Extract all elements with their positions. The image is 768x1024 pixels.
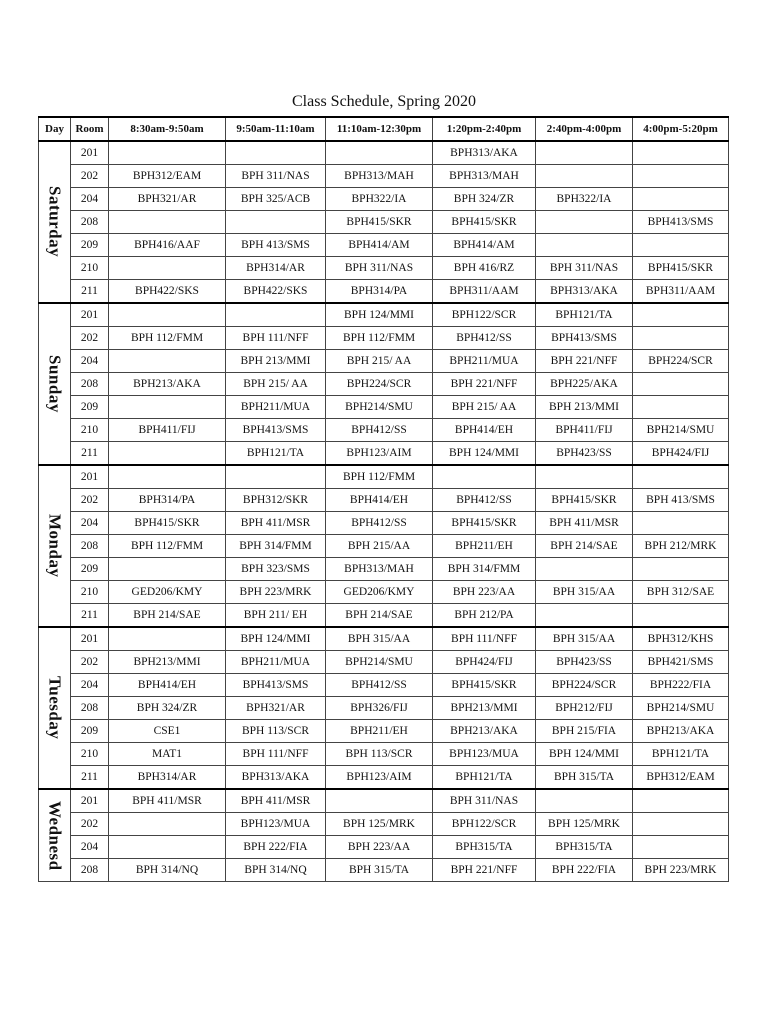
- schedule-row: [39, 373, 729, 396]
- schedule-row: [39, 257, 729, 280]
- class-cell: [536, 604, 633, 628]
- schedule-row: [39, 442, 729, 466]
- schedule-row: [39, 651, 729, 674]
- day-name: Wednesd: [45, 800, 65, 871]
- room-cell: 211: [71, 604, 109, 628]
- room-cell: 202: [71, 165, 109, 188]
- class-cell: [109, 396, 226, 419]
- class-cell: BPH313/AKA: [226, 766, 326, 790]
- class-cell: [633, 558, 729, 581]
- class-cell: [226, 465, 326, 489]
- class-cell: BPH424/FIJ: [633, 442, 729, 466]
- class-cell: BPH422/SKS: [226, 280, 326, 304]
- class-cell: BPH 124/MMI: [226, 627, 326, 651]
- schedule-row: [39, 303, 729, 327]
- class-cell: BPH 113/SCR: [226, 720, 326, 743]
- class-cell: [109, 141, 226, 165]
- class-cell: BPH414/AM: [433, 234, 536, 257]
- class-cell: BPH411/FIJ: [109, 419, 226, 442]
- class-cell: MAT1: [109, 743, 226, 766]
- class-cell: BPH 314/FMM: [226, 535, 326, 558]
- room-cell: 202: [71, 651, 109, 674]
- room-cell: 202: [71, 489, 109, 512]
- class-cell: BPH313/MAH: [326, 165, 433, 188]
- class-cell: [109, 257, 226, 280]
- class-cell: BPH 213/MMI: [536, 396, 633, 419]
- class-cell: [433, 465, 536, 489]
- room-cell: 209: [71, 720, 109, 743]
- class-cell: BPH313/MAH: [433, 165, 536, 188]
- room-cell: 210: [71, 419, 109, 442]
- class-cell: BPH122/SCR: [433, 303, 536, 327]
- class-cell: BPH311/AAM: [433, 280, 536, 304]
- room-cell: 201: [71, 465, 109, 489]
- class-cell: BPH 221/NFF: [433, 859, 536, 882]
- class-cell: BPH 223/MRK: [633, 859, 729, 882]
- class-cell: [633, 188, 729, 211]
- room-cell: 201: [71, 141, 109, 165]
- class-cell: BPH416/AAF: [109, 234, 226, 257]
- class-cell: BPH 315/AA: [536, 581, 633, 604]
- class-cell: [633, 465, 729, 489]
- class-cell: BPH424/FIJ: [433, 651, 536, 674]
- room-cell: 208: [71, 697, 109, 720]
- class-cell: BPH214/SMU: [326, 396, 433, 419]
- class-cell: [536, 234, 633, 257]
- room-cell: 204: [71, 188, 109, 211]
- room-cell: 209: [71, 396, 109, 419]
- class-cell: BPH 221/NFF: [433, 373, 536, 396]
- room-cell: 202: [71, 327, 109, 350]
- class-cell: BPH222/FIA: [633, 674, 729, 697]
- room-cell: 211: [71, 766, 109, 790]
- class-cell: BPH413/SMS: [536, 327, 633, 350]
- class-cell: BPH 311/NAS: [226, 165, 326, 188]
- class-cell: BPH322/IA: [326, 188, 433, 211]
- class-cell: BPH412/SS: [326, 512, 433, 535]
- class-cell: BPH411/FIJ: [536, 419, 633, 442]
- column-header: 2:40pm-4:00pm: [536, 117, 633, 141]
- schedule-row: [39, 558, 729, 581]
- schedule-row: [39, 280, 729, 304]
- class-cell: [536, 211, 633, 234]
- room-cell: 211: [71, 442, 109, 466]
- class-cell: BPH 222/FIA: [536, 859, 633, 882]
- class-cell: BPH423/SS: [536, 651, 633, 674]
- schedule-row: [39, 789, 729, 813]
- class-cell: [326, 141, 433, 165]
- class-cell: [633, 604, 729, 628]
- class-cell: GED206/KMY: [326, 581, 433, 604]
- class-cell: BPH415/SKR: [633, 257, 729, 280]
- class-cell: BPH 215/ AA: [226, 373, 326, 396]
- class-cell: BPH212/FIJ: [536, 697, 633, 720]
- header-row: [39, 117, 729, 141]
- class-cell: BPH313/MAH: [326, 558, 433, 581]
- room-cell: 210: [71, 743, 109, 766]
- column-header: 9:50am-11:10am: [226, 117, 326, 141]
- class-cell: BPH 411/MSR: [109, 789, 226, 813]
- schedule-row: [39, 674, 729, 697]
- class-cell: BPH 215/FIA: [536, 720, 633, 743]
- class-cell: BPH414/EH: [433, 419, 536, 442]
- class-cell: BPH 215/AA: [326, 535, 433, 558]
- room-cell: 208: [71, 211, 109, 234]
- class-cell: BPH312/KHS: [633, 627, 729, 651]
- room-cell: 202: [71, 813, 109, 836]
- class-cell: BPH 211/ EH: [226, 604, 326, 628]
- class-cell: BPH214/SMU: [633, 419, 729, 442]
- column-header: Room: [71, 117, 109, 141]
- class-cell: [536, 141, 633, 165]
- class-cell: BPH224/SCR: [633, 350, 729, 373]
- class-cell: BPH 411/MSR: [226, 512, 326, 535]
- schedule-row: [39, 396, 729, 419]
- class-cell: [109, 836, 226, 859]
- class-cell: BPH 324/ZR: [109, 697, 226, 720]
- class-cell: BPH123/AIM: [326, 766, 433, 790]
- schedule-row: [39, 327, 729, 350]
- class-cell: [536, 558, 633, 581]
- class-cell: [226, 211, 326, 234]
- class-cell: BPH 314/NQ: [109, 859, 226, 882]
- class-cell: BPH122/SCR: [433, 813, 536, 836]
- class-cell: BPH314/PA: [109, 489, 226, 512]
- class-cell: BPH 124/MMI: [433, 442, 536, 466]
- class-cell: BPH 212/PA: [433, 604, 536, 628]
- class-cell: BPH 315/AA: [536, 627, 633, 651]
- day-label: [39, 465, 71, 627]
- class-cell: BPH 312/SAE: [633, 581, 729, 604]
- class-cell: BPH 111/NFF: [226, 743, 326, 766]
- class-cell: BPH 112/FMM: [326, 465, 433, 489]
- class-cell: BPH 325/ACB: [226, 188, 326, 211]
- class-cell: BPH213/AKA: [633, 720, 729, 743]
- room-cell: 208: [71, 535, 109, 558]
- class-cell: [633, 373, 729, 396]
- class-cell: [109, 442, 226, 466]
- class-cell: BPH412/SS: [326, 419, 433, 442]
- class-cell: BPH 315/AA: [326, 627, 433, 651]
- class-cell: BPH413/SMS: [226, 674, 326, 697]
- class-cell: BPH 112/FMM: [326, 327, 433, 350]
- class-cell: BPH 223/AA: [433, 581, 536, 604]
- class-cell: CSE1: [109, 720, 226, 743]
- class-cell: BPH123/AIM: [326, 442, 433, 466]
- day-label: [39, 303, 71, 465]
- class-cell: BPH 111/NFF: [433, 627, 536, 651]
- class-cell: BPH414/AM: [326, 234, 433, 257]
- class-cell: BPH 214/SAE: [326, 604, 433, 628]
- class-cell: BPH225/AKA: [536, 373, 633, 396]
- class-cell: [633, 836, 729, 859]
- schedule-row: [39, 512, 729, 535]
- class-cell: BPH 324/ZR: [433, 188, 536, 211]
- class-cell: BPH312/EAM: [109, 165, 226, 188]
- schedule-row: [39, 627, 729, 651]
- class-cell: BPH213/MMI: [109, 651, 226, 674]
- class-cell: BPH412/SS: [433, 327, 536, 350]
- day-name: Saturday: [45, 186, 65, 258]
- day-name: Monday: [45, 514, 65, 578]
- schedule-row: [39, 465, 729, 489]
- class-cell: [326, 789, 433, 813]
- schedule-row: [39, 419, 729, 442]
- class-cell: BPH 411/MSR: [536, 512, 633, 535]
- class-cell: BPH 223/AA: [326, 836, 433, 859]
- room-cell: 208: [71, 373, 109, 396]
- class-cell: BPH321/AR: [109, 188, 226, 211]
- class-cell: BPH 323/SMS: [226, 558, 326, 581]
- class-cell: BPH 413/SMS: [633, 489, 729, 512]
- class-cell: [633, 396, 729, 419]
- class-cell: BPH415/SKR: [433, 211, 536, 234]
- class-cell: [109, 813, 226, 836]
- class-cell: BPH 124/MMI: [536, 743, 633, 766]
- class-cell: [633, 165, 729, 188]
- class-cell: BPH213/AKA: [109, 373, 226, 396]
- room-cell: 204: [71, 350, 109, 373]
- class-cell: BPH123/MUA: [226, 813, 326, 836]
- class-cell: BPH314/AR: [226, 257, 326, 280]
- class-cell: BPH 413/SMS: [226, 234, 326, 257]
- class-cell: BPH 112/FMM: [109, 327, 226, 350]
- class-cell: [633, 234, 729, 257]
- class-cell: BPH421/SMS: [633, 651, 729, 674]
- schedule-row: [39, 141, 729, 165]
- class-cell: BPH 222/FIA: [226, 836, 326, 859]
- class-cell: [226, 141, 326, 165]
- class-cell: [109, 465, 226, 489]
- room-cell: 201: [71, 303, 109, 327]
- class-cell: BPH414/EH: [109, 674, 226, 697]
- schedule-row: [39, 766, 729, 790]
- class-cell: BPH121/TA: [226, 442, 326, 466]
- column-header: 11:10am-12:30pm: [326, 117, 433, 141]
- class-cell: BPH412/SS: [326, 674, 433, 697]
- day-label: [39, 141, 71, 303]
- schedule-table: [38, 116, 729, 882]
- class-cell: BPH413/SMS: [633, 211, 729, 234]
- room-cell: 201: [71, 627, 109, 651]
- class-cell: BPH 125/MRK: [326, 813, 433, 836]
- schedule-body: [39, 141, 729, 882]
- class-cell: BPH211/MUA: [226, 396, 326, 419]
- schedule-row: [39, 697, 729, 720]
- class-cell: BPH 214/SAE: [109, 604, 226, 628]
- class-cell: BPH 215/ AA: [326, 350, 433, 373]
- class-cell: BPH 113/SCR: [326, 743, 433, 766]
- class-cell: BPH412/SS: [433, 489, 536, 512]
- class-cell: BPH211/EH: [326, 720, 433, 743]
- room-cell: 204: [71, 512, 109, 535]
- class-cell: BPH214/SMU: [633, 697, 729, 720]
- schedule-row: [39, 489, 729, 512]
- class-cell: [633, 512, 729, 535]
- day-label: [39, 627, 71, 789]
- class-cell: [633, 141, 729, 165]
- class-cell: BPH 112/FMM: [109, 535, 226, 558]
- class-cell: BPH224/SCR: [536, 674, 633, 697]
- class-cell: BPH121/TA: [433, 766, 536, 790]
- room-cell: 201: [71, 789, 109, 813]
- class-cell: [633, 813, 729, 836]
- room-cell: 208: [71, 859, 109, 882]
- class-cell: [109, 211, 226, 234]
- room-cell: 204: [71, 674, 109, 697]
- class-cell: BPH315/TA: [536, 836, 633, 859]
- class-cell: BPH314/AR: [109, 766, 226, 790]
- class-cell: BPH211/MUA: [226, 651, 326, 674]
- class-cell: [109, 350, 226, 373]
- schedule-row: [39, 720, 729, 743]
- class-cell: BPH415/SKR: [433, 512, 536, 535]
- class-cell: [226, 303, 326, 327]
- schedule-row: [39, 211, 729, 234]
- class-cell: BPH415/SKR: [326, 211, 433, 234]
- class-cell: BPH 214/SAE: [536, 535, 633, 558]
- class-cell: BPH121/TA: [633, 743, 729, 766]
- room-cell: 210: [71, 581, 109, 604]
- column-header: Day: [39, 117, 71, 141]
- schedule-row: [39, 859, 729, 882]
- class-cell: BPH214/SMU: [326, 651, 433, 674]
- class-cell: [536, 789, 633, 813]
- class-cell: [536, 165, 633, 188]
- class-cell: BPH121/TA: [536, 303, 633, 327]
- class-cell: BPH414/EH: [326, 489, 433, 512]
- class-cell: BPH 314/NQ: [226, 859, 326, 882]
- schedule-row: [39, 581, 729, 604]
- page-title: Class Schedule, Spring 2020: [292, 93, 476, 110]
- column-header: 8:30am-9:50am: [109, 117, 226, 141]
- schedule-row: [39, 813, 729, 836]
- class-cell: BPH314/PA: [326, 280, 433, 304]
- class-cell: BPH415/SKR: [433, 674, 536, 697]
- class-cell: BPH 124/MMI: [326, 303, 433, 327]
- class-cell: BPH 212/MRK: [633, 535, 729, 558]
- class-cell: BPH 213/MMI: [226, 350, 326, 373]
- class-cell: [109, 558, 226, 581]
- room-cell: 210: [71, 257, 109, 280]
- class-cell: BPH 314/FMM: [433, 558, 536, 581]
- class-cell: BPH211/MUA: [433, 350, 536, 373]
- room-cell: 209: [71, 558, 109, 581]
- room-cell: 204: [71, 836, 109, 859]
- class-cell: [109, 303, 226, 327]
- class-cell: BPH311/AAM: [633, 280, 729, 304]
- class-cell: [633, 303, 729, 327]
- class-cell: BPH211/EH: [433, 535, 536, 558]
- schedule-row: [39, 836, 729, 859]
- class-cell: BPH322/IA: [536, 188, 633, 211]
- class-cell: BPH 315/TA: [326, 859, 433, 882]
- class-cell: BPH 311/NAS: [326, 257, 433, 280]
- schedule-row: [39, 350, 729, 373]
- class-cell: [633, 789, 729, 813]
- class-cell: BPH321/AR: [226, 697, 326, 720]
- class-cell: BPH 125/MRK: [536, 813, 633, 836]
- class-cell: BPH313/AKA: [536, 280, 633, 304]
- class-cell: [109, 627, 226, 651]
- class-cell: BPH224/SCR: [326, 373, 433, 396]
- class-cell: BPH313/AKA: [433, 141, 536, 165]
- class-cell: BPH423/SS: [536, 442, 633, 466]
- column-header: 1:20pm-2:40pm: [433, 117, 536, 141]
- day-name: Tuesday: [45, 676, 65, 740]
- room-cell: 211: [71, 280, 109, 304]
- class-cell: BPH 311/NAS: [433, 789, 536, 813]
- class-cell: BPH422/SKS: [109, 280, 226, 304]
- class-cell: BPH326/FIJ: [326, 697, 433, 720]
- schedule-row: [39, 535, 729, 558]
- class-cell: [633, 327, 729, 350]
- class-cell: BPH415/SKR: [536, 489, 633, 512]
- class-cell: BPH 215/ AA: [433, 396, 536, 419]
- class-cell: BPH312/EAM: [633, 766, 729, 790]
- column-header: 4:00pm-5:20pm: [633, 117, 729, 141]
- class-cell: BPH123/MUA: [433, 743, 536, 766]
- class-cell: BPH 411/MSR: [226, 789, 326, 813]
- class-cell: BPH 111/NFF: [226, 327, 326, 350]
- class-cell: BPH 315/TA: [536, 766, 633, 790]
- schedule-row: [39, 234, 729, 257]
- class-cell: [536, 465, 633, 489]
- class-cell: BPH312/SKR: [226, 489, 326, 512]
- class-cell: BPH413/SMS: [226, 419, 326, 442]
- class-cell: BPH 311/NAS: [536, 257, 633, 280]
- schedule-row: [39, 188, 729, 211]
- schedule-row: [39, 604, 729, 628]
- schedule-row: [39, 743, 729, 766]
- class-cell: BPH 221/NFF: [536, 350, 633, 373]
- class-cell: BPH 416/RZ: [433, 257, 536, 280]
- class-cell: BPH213/MMI: [433, 697, 536, 720]
- room-cell: 209: [71, 234, 109, 257]
- day-label: [39, 789, 71, 882]
- class-cell: BPH315/TA: [433, 836, 536, 859]
- day-name: Sunday: [45, 355, 65, 413]
- class-cell: BPH415/SKR: [109, 512, 226, 535]
- class-cell: BPH213/AKA: [433, 720, 536, 743]
- class-cell: GED206/KMY: [109, 581, 226, 604]
- class-cell: BPH 223/MRK: [226, 581, 326, 604]
- schedule-row: [39, 165, 729, 188]
